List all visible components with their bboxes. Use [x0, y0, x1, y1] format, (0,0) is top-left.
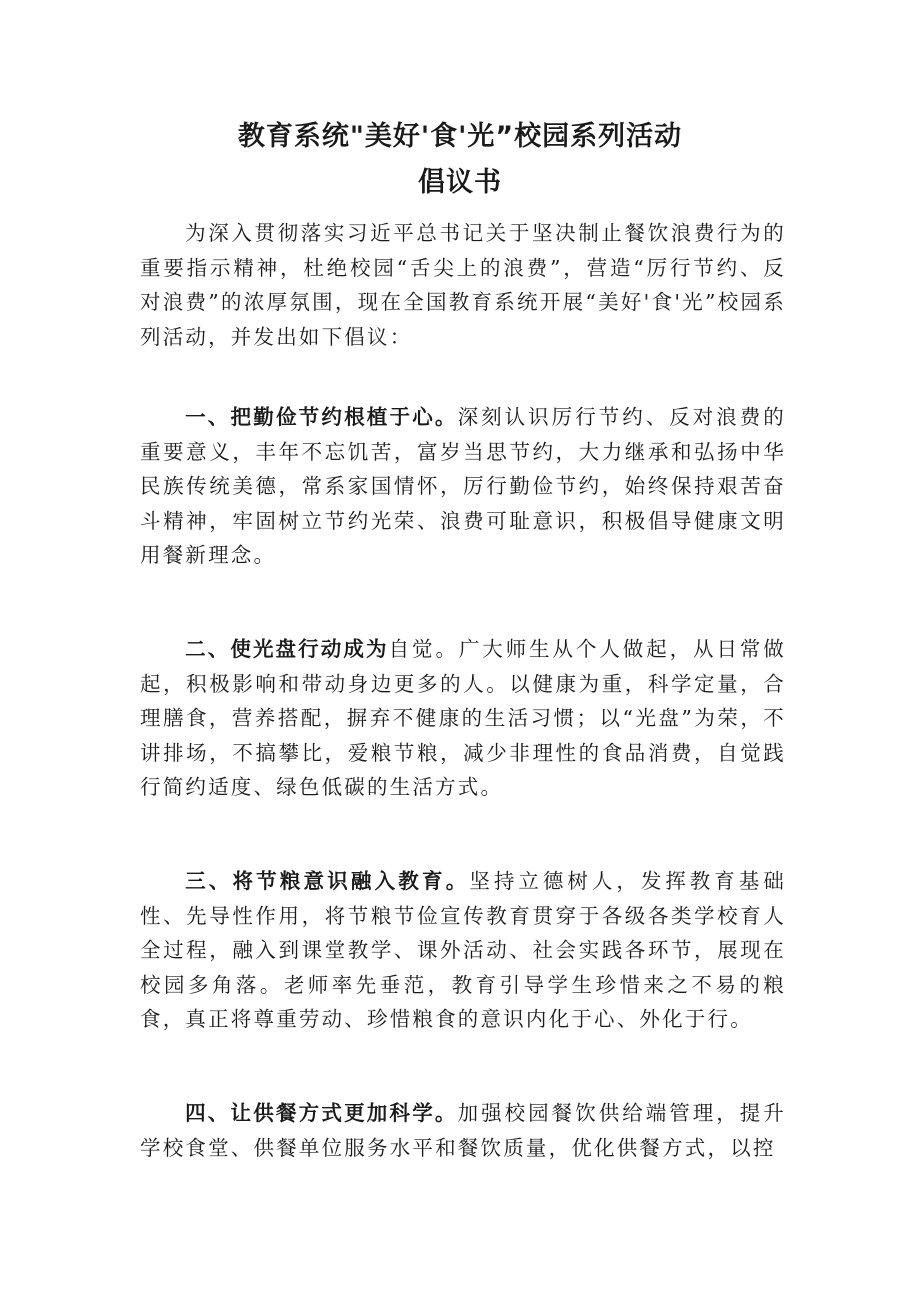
- document-subtitle: 倡议书: [418, 167, 502, 198]
- document-title: 教育系统"美好'食'光”校园系列活动: [237, 121, 683, 152]
- section-3: [140, 864, 786, 1037]
- section-text: 自觉。广大师生从个人做起，从日常做起，积极影响和带动身边更多的人。以健康为重，科学定量，合理膳食，营养搭配，摒弃不健康的生活习惯；以“光盘”为荣，不讲排场，不搞攀比，爱粮节粮，减少非理性的食品消费，自觉践行简约适度、绿色低碳的生活方式。: [140, 637, 786, 799]
- section-4: [140, 1096, 786, 1165]
- section-2: [140, 632, 786, 805]
- section-paragraph: [140, 632, 786, 805]
- section-paragraph: [140, 400, 786, 573]
- intro-paragraph: 为深入贯彻落实习近平总书记关于坚决制止餐饮浪费行为的重要指示精神，杜绝校园“舌尖上的浪费”，营造“厉行节约、反对浪费”的浓厚氛围，现在全国教育系统开展“美好'食'光”校园系列活动，并发出如下倡议：: [140, 221, 786, 349]
- document-body: [140, 216, 786, 354]
- section-text: 深刻认识厉行节约、反对浪费的重要意义，丰年不忘饥苦，富岁当思节约，大力继承和弘扬中华民族传统美德，常系家国情怀，厉行勤俭节约，始终保持艰苦奋斗精神，牢固树立节约光荣、浪费可耻意识，积极倡导健康文明用餐新理念。: [140, 405, 786, 567]
- section-heading: 三、将节粮意识融入教育。: [185, 869, 470, 893]
- section-text: 坚持立德树人，发挥教育基础性、先导性作用，将节粮节俭宣传教育贯穿于各级各类学校育人全过程，融入到课堂教学、课外活动、社会实践各环节，展现在校园多角落。老师率先垂范，教育引导学生珍惜来之不易的粮食，真正将尊重劳动、珍惜粮食的意识内化于心、外化于行。: [140, 869, 786, 1031]
- section-paragraph: [140, 864, 786, 1037]
- section-paragraph: [140, 1096, 786, 1165]
- section-heading: 二、使光盘行动成为: [185, 637, 389, 661]
- section-text: 加强校园餐饮供给端管理，提升学校食堂、供餐单位服务水平和餐饮质量，优化供餐方式，以控: [140, 1101, 786, 1160]
- section-heading: 一、把勤俭节约根植于心。: [185, 405, 458, 429]
- section-1: [140, 400, 786, 573]
- section-heading: 四、让供餐方式更加科学。: [185, 1101, 458, 1125]
